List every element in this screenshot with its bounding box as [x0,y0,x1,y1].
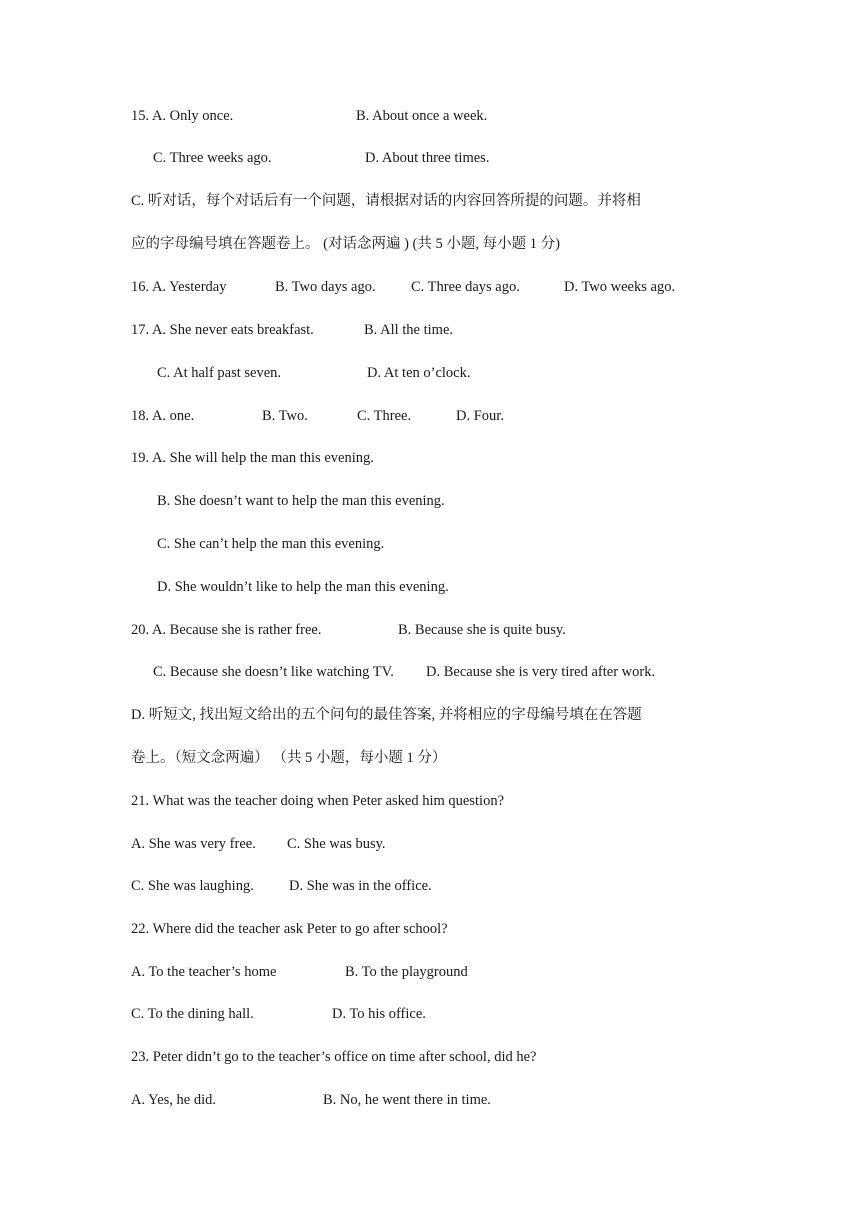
question-16-option-d: D. Two weeks ago. [564,279,676,295]
section-d-instructions-text-2: 卷上。（短文念两遍） （共 5 小题，每小题 1 分） [131,750,447,766]
question-15-option-c: C. Three weeks ago. [153,150,272,166]
question-22-option-d: D. To his office. [332,1006,426,1022]
question-16-option-b: B. Two days ago. [275,279,376,295]
question-20-option-c: C. Because she doesn’t like watching TV. [153,664,394,680]
question-20-option-b: B. Because she is quite busy. [398,622,566,638]
question-19-option-c: C. She can’t help the man this evening. [157,536,385,552]
section-d-instructions-text-1: D. 听短文, 找出短文给出的五个问句的最佳答案, 并将相应的字母编号填在在答题 [131,707,642,723]
question-20-option-d: D. Because she is very tired after work. [426,664,656,680]
question-23-text: 23. Peter didn’t go to the teacher’s office on time after school, did he? [131,1049,537,1065]
question-21-option-c-first: C. She was busy. [287,836,386,852]
question-16-option-c: C. Three days ago. [411,279,520,295]
question-20-option-a: 20. A. Because she is rather free. [131,622,322,638]
question-23-option-a: A. Yes, he did. [131,1092,216,1108]
question-18-option-b: B. Two. [262,408,308,424]
section-c-instructions-text-1: C. 听对话，每个对话后有一个问题，请根据对话的内容回答所提的问题。并将相 [131,193,641,209]
question-17-option-a: 17. A. She never eats breakfast. [131,322,314,338]
question-19-option-b: B. She doesn’t want to help the man this evening. [157,493,445,509]
section-c-instructions-text-2: 应的字母编号填在答题卷上。 (对话念两遍 ) (共 5 小题, 每小题 1 分) [131,236,560,252]
question-17-option-b: B. All the time. [364,322,454,338]
question-19-option-a: 19. A. She will help the man this evening. [131,450,374,466]
question-23-option-b: B. No, he went there in time. [323,1092,491,1108]
question-21-option-a: A. She was very free. [131,836,256,852]
question-18-option-a: 18. A. one. [131,408,195,424]
question-22-text: 22. Where did the teacher ask Peter to go after school? [131,921,448,937]
question-22-option-b: B. To the playground [345,964,468,980]
question-22-option-a: A. To the teacher’s home [131,964,277,980]
question-18-option-d: D. Four. [456,408,504,424]
question-19-option-d: D. She wouldn’t like to help the man this evening. [157,579,449,595]
question-17-option-c: C. At half past seven. [157,365,282,381]
question-18-option-c: C. Three. [357,408,412,424]
question-15-option-a: 15. A. Only once. [131,108,234,124]
question-16-option-a: 16. A. Yesterday [131,279,227,295]
question-21-option-d: D. She was in the office. [289,878,432,894]
question-21-text: 21. What was the teacher doing when Peter asked him question? [131,793,504,809]
question-22-option-c: C. To the dining hall. [131,1006,254,1022]
question-15-option-d: D. About three times. [365,150,490,166]
question-15-option-b: B. About once a week. [356,108,488,124]
question-17-option-d: D. At ten o’clock. [367,365,471,381]
question-21-option-c: C. She was laughing. [131,878,254,894]
